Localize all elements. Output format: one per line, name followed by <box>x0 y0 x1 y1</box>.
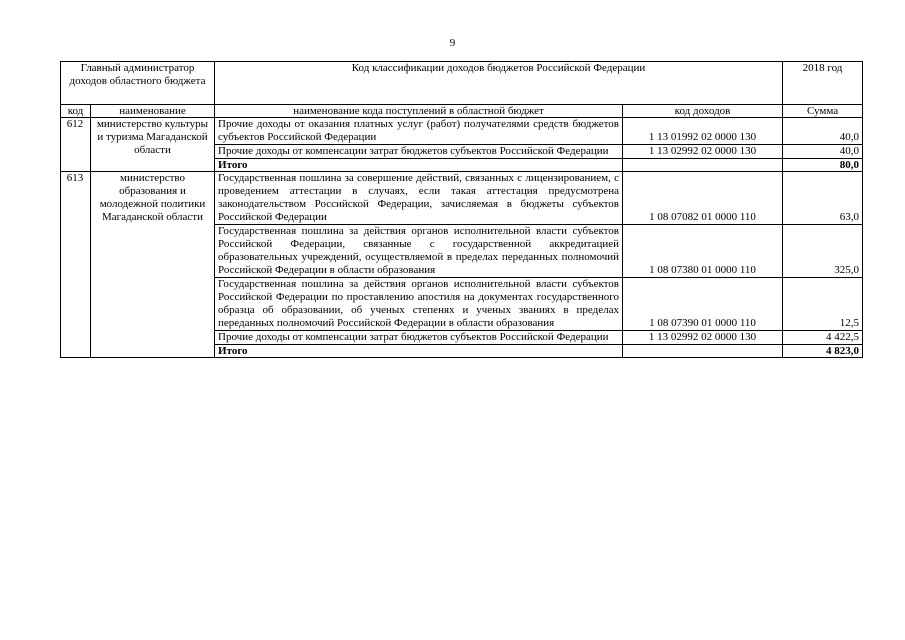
income-sum: 325,0 <box>783 225 863 278</box>
admin-name: министерство образования и молодежной политики Магаданской области <box>91 172 215 358</box>
total-label: Итого <box>215 345 623 358</box>
income-description: Прочие доходы от компенсации затрат бюджетов субъектов Российской Федерации <box>215 145 623 159</box>
table-row <box>61 172 863 225</box>
income-sum: 40,0 <box>783 145 863 159</box>
header-row-main <box>61 62 863 105</box>
total-empty-cell <box>623 159 783 172</box>
income-sum: 4 422,5 <box>783 331 863 345</box>
revenue-table <box>60 61 863 358</box>
income-code: 1 08 07380 01 0000 110 <box>623 225 783 278</box>
header-desc: наименование кода поступлений в областной бюджет <box>215 105 623 118</box>
income-description: Государственная пошлина за совершение действий, связанных с лицензированием, с проведением аттестации в случаях, если такая аттестация предусмотрена законодательством Российской Федерации, зачисляемая в бюджеты субъектов Российской Федерации <box>215 172 623 225</box>
income-description: Прочие доходы от компенсации затрат бюджетов субъектов Российской Федерации <box>215 331 623 345</box>
income-description: Государственная пошлина за действия органов исполнительной власти субъектов Российской Федерации, связанные с государственной аккредитацией образовательных учреждений, осуществляемой в пределах переданных полномочий Российской Федерации в области образования <box>215 225 623 278</box>
income-sum: 40,0 <box>783 118 863 145</box>
income-code: 1 08 07390 01 0000 110 <box>623 278 783 331</box>
page-number: 9 <box>449 37 456 49</box>
income-description: Государственная пошлина за действия органов исполнительной власти субъектов Российской Федерации по проставлению апостиля на документах государственного образца об образовании, об ученых степенях и ученых званиях в пределах переданных полномочий Российской Федерации в области образования <box>215 278 623 331</box>
admin-code: 613 <box>61 172 91 358</box>
header-income-code: код доходов <box>623 105 783 118</box>
income-sum: 12,5 <box>783 278 863 331</box>
income-sum: 63,0 <box>783 172 863 225</box>
income-code: 1 13 02992 02 0000 130 <box>623 145 783 159</box>
total-empty-cell <box>623 345 783 358</box>
total-sum: 4 823,0 <box>783 345 863 358</box>
income-code: 1 08 07082 01 0000 110 <box>623 172 783 225</box>
header-sum: Сумма <box>783 105 863 118</box>
total-label: Итого <box>215 159 623 172</box>
income-code: 1 13 02992 02 0000 130 <box>623 331 783 345</box>
admin-name: министерство культуры и туризма Магаданской области <box>91 118 215 172</box>
income-description: Прочие доходы от оказания платных услуг (работ) получателями средств бюджетов субъектов Российской Федерации <box>215 118 623 145</box>
table-row <box>61 118 863 145</box>
header-name: наименование <box>91 105 215 118</box>
total-sum: 80,0 <box>783 159 863 172</box>
header-admin: Главный администратор доходов областного бюджета <box>61 62 215 105</box>
header-year: 2018 год <box>783 62 863 105</box>
header-code: код <box>61 105 91 118</box>
header-row-sub <box>61 105 863 118</box>
header-classification: Код классификации доходов бюджетов Российской Федерации <box>215 62 783 105</box>
income-code: 1 13 01992 02 0000 130 <box>623 118 783 145</box>
admin-code: 612 <box>61 118 91 172</box>
